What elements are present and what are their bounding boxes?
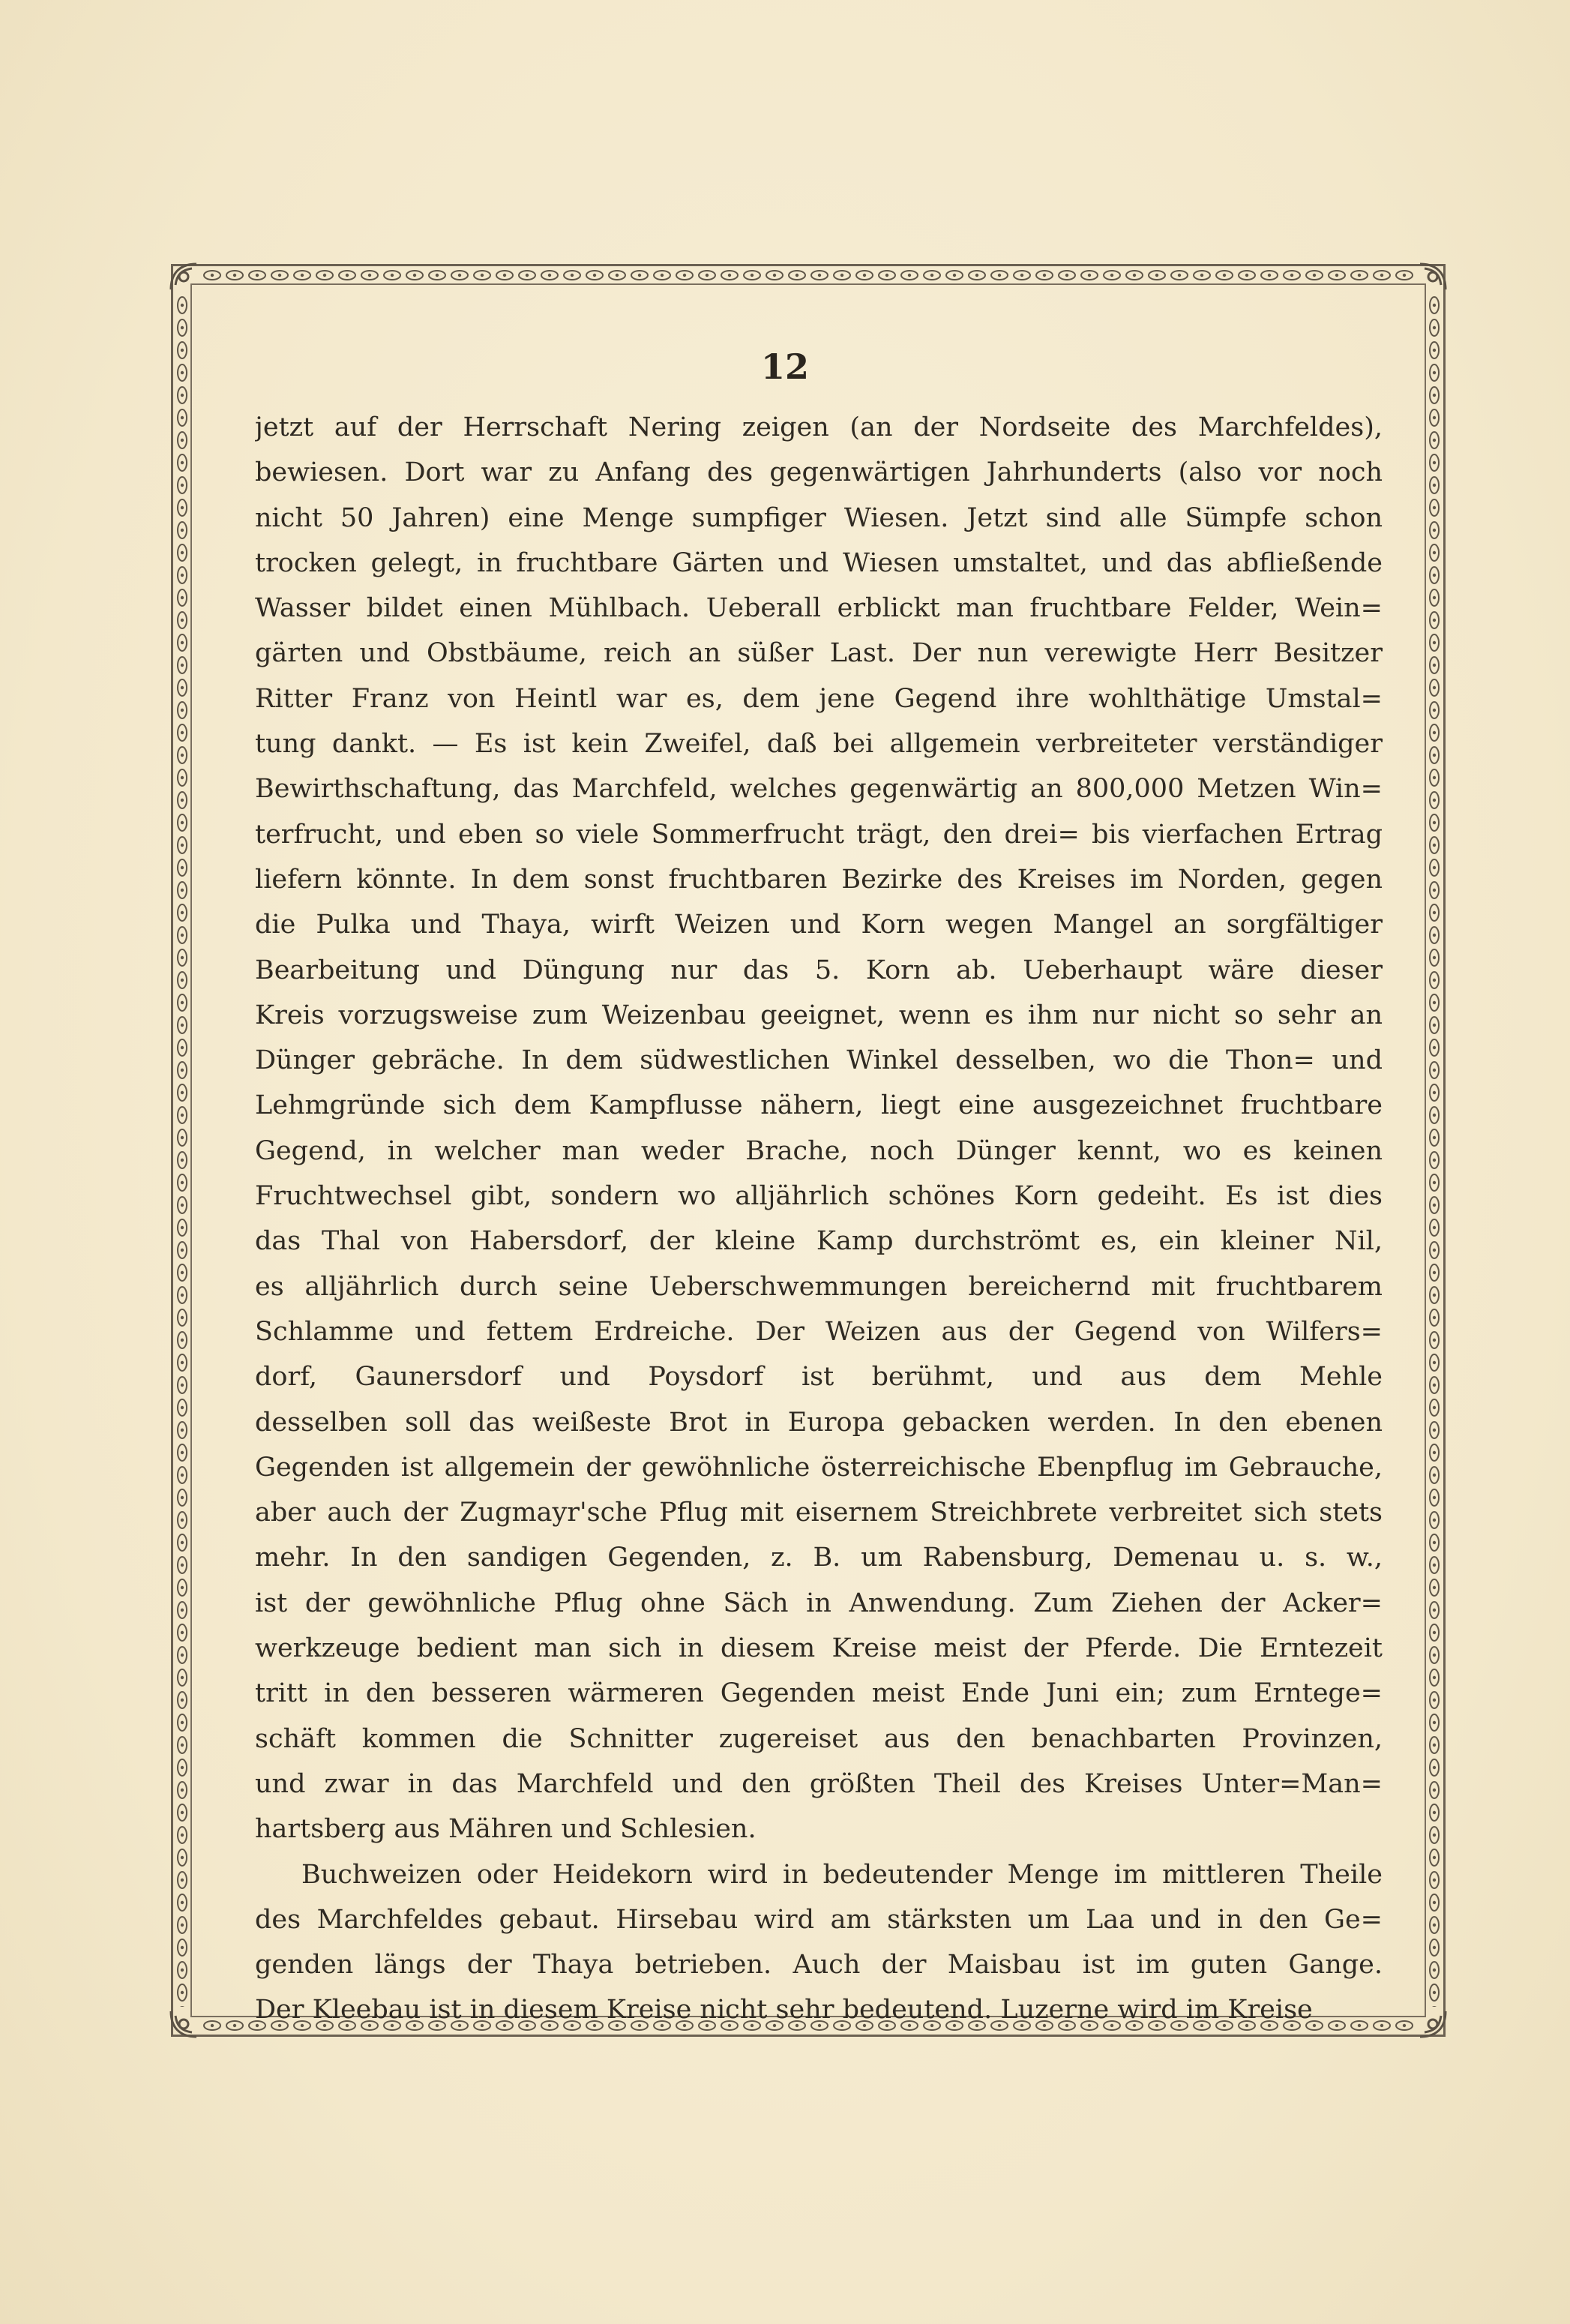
body-text [255,405,1383,2033]
text-line: Ritter Franz von Heintl war es, dem jene Gegend ihre wohlthätige Umstal= [255,683,1383,714]
text-line: genden längs der Thaya betrieben. Auch der Maisbau ist im guten Gange. [255,1950,1383,1981]
text-line: terfrucht, und eben so viele Sommerfrucht trägt, den drei= bis vierfachen Ertrag [255,819,1383,850]
text-line: liefern könnte. In dem sonst fruchtbaren Bezirke des Kreises im Norden, gegen [255,864,1383,895]
text-line: dorf, Gaunersdorf und Poysdorf ist berühmt, und aus dem Mehle [255,1362,1383,1393]
text-line: desselben soll das weißeste Brot in Europa gebacken werden. In den ebenen [255,1407,1383,1438]
text-line: Gegenden ist allgemein der gewöhnliche österreichische Ebenpflug im Gebrauche, [255,1452,1383,1483]
text-line: hartsberg aus Mähren und Schlesien. [255,1814,757,1845]
text-line: aber auch der Zugmayr'sche Pflug mit eisernem Streichbrete verbreitet sich stets [255,1498,1383,1528]
text-line: es alljährlich durch seine Ueberschwemmungen bereichernd mit fruchtbarem [255,1271,1383,1302]
text-line: tritt in den besseren wärmeren Gegenden meist Ende Juni ein; zum Erntege= [255,1678,1383,1709]
corner-flourish-bottom-left [165,2005,202,2043]
text-line: bewiesen. Dort war zu Anfang des gegenwärtigen Jahrhunderts (also vor noch [255,457,1383,488]
text-line: die Pulka und Thaya, wirft Weizen und Korn wegen Mangel an sorgfältiger [255,910,1383,940]
text-line: Bearbeitung und Düngung nur das 5. Korn ab. Ueberhaupt wäre dieser [255,955,1383,985]
corner-flourish-top-left [165,258,202,295]
text-line: nicht 50 Jahren) eine Menge sumpfiger Wiesen. Jetzt sind alle Sümpfe schon [255,502,1383,533]
corner-flourish-bottom-right [1414,2005,1452,2043]
text-line: trocken gelegt, in fruchtbare Gärten und Wiesen umstaltet, und das abfließende [255,547,1383,578]
text-line: gärten und Obstbäume, reich an süßer Last. Der nun verewigte Herr Besitzer [255,638,1383,669]
text-line: Buchweizen oder Heidekorn wird in bedeutender Menge im mittleren Theile [301,1859,1383,1890]
border-ornament-right [1426,294,1443,2007]
text-line: jetzt auf der Herrschaft Nering zeigen (an der Nordseite des Marchfeldes), [255,412,1383,442]
text-line: des Marchfeldes gebaut. Hirsebau wird am stärksten um Laa und in den Ge= [255,1904,1383,1935]
text-line: und zwar in das Marchfeld und den größten Theil des Kreises Unter=Man= [255,1768,1383,1799]
text-line: das Thal von Habersdorf, der kleine Kamp durchströmt es, ein kleiner Nil, [255,1226,1383,1257]
text-line: Dünger gebräche. In dem südwestlichen Winkel desselben, wo die Thon= und [255,1045,1383,1076]
page-number: 12 [760,346,809,387]
corner-flourish-top-right [1414,258,1452,295]
text-line: ist der gewöhnliche Pflug ohne Säch in Anwendung. Zum Ziehen der Acker= [255,1588,1383,1618]
text-line: Gegend, in welcher man weder Brache, noch Dünger kennt, wo es keinen [255,1135,1383,1166]
text-line: Fruchtwechsel gibt, sondern wo alljährlich schönes Korn gedeiht. Es ist dies [255,1181,1383,1212]
text-line: mehr. In den sandigen Gegenden, z. B. um Rabensburg, Demenau u. s. w., [255,1543,1383,1573]
paragraph [255,1852,1383,2033]
paragraph [255,405,1383,1852]
text-line: Schlamme und fettem Erdreiche. Der Weizen aus der Gegend von Wilfers= [255,1316,1383,1347]
text-line: Der Kleebau ist in diesem Kreise nicht sehr bedeutend. Luzerne wird im Kreise [255,1995,1313,2026]
border-ornament-top [201,267,1416,283]
text-line: Lehmgründe sich dem Kampflusse nähern, liegt eine ausgezeichnet fruchtbare [255,1090,1383,1121]
text-line: Kreis vorzugsweise zum Weizenbau geeignet, wenn es ihm nur nicht so sehr an [255,1000,1383,1030]
border-ornament-left [174,294,190,2007]
text-line: werkzeuge bedient man sich in diesem Kreise meist der Pferde. Die Erntezeit [255,1633,1383,1664]
text-line: schäft kommen die Schnitter zugereiset aus den benachbarten Provinzen, [255,1723,1383,1754]
text-line: Bewirthschaftung, das Marchfeld, welches gegenwärtig an 800,000 Metzen Win= [255,774,1383,805]
text-line: Wasser bildet einen Mühlbach. Ueberall erblickt man fruchtbare Felder, Wein= [255,593,1383,624]
text-line: tung dankt. — Es ist kein Zweifel, daß bei allgemein verbreiteter verständiger [255,729,1383,760]
